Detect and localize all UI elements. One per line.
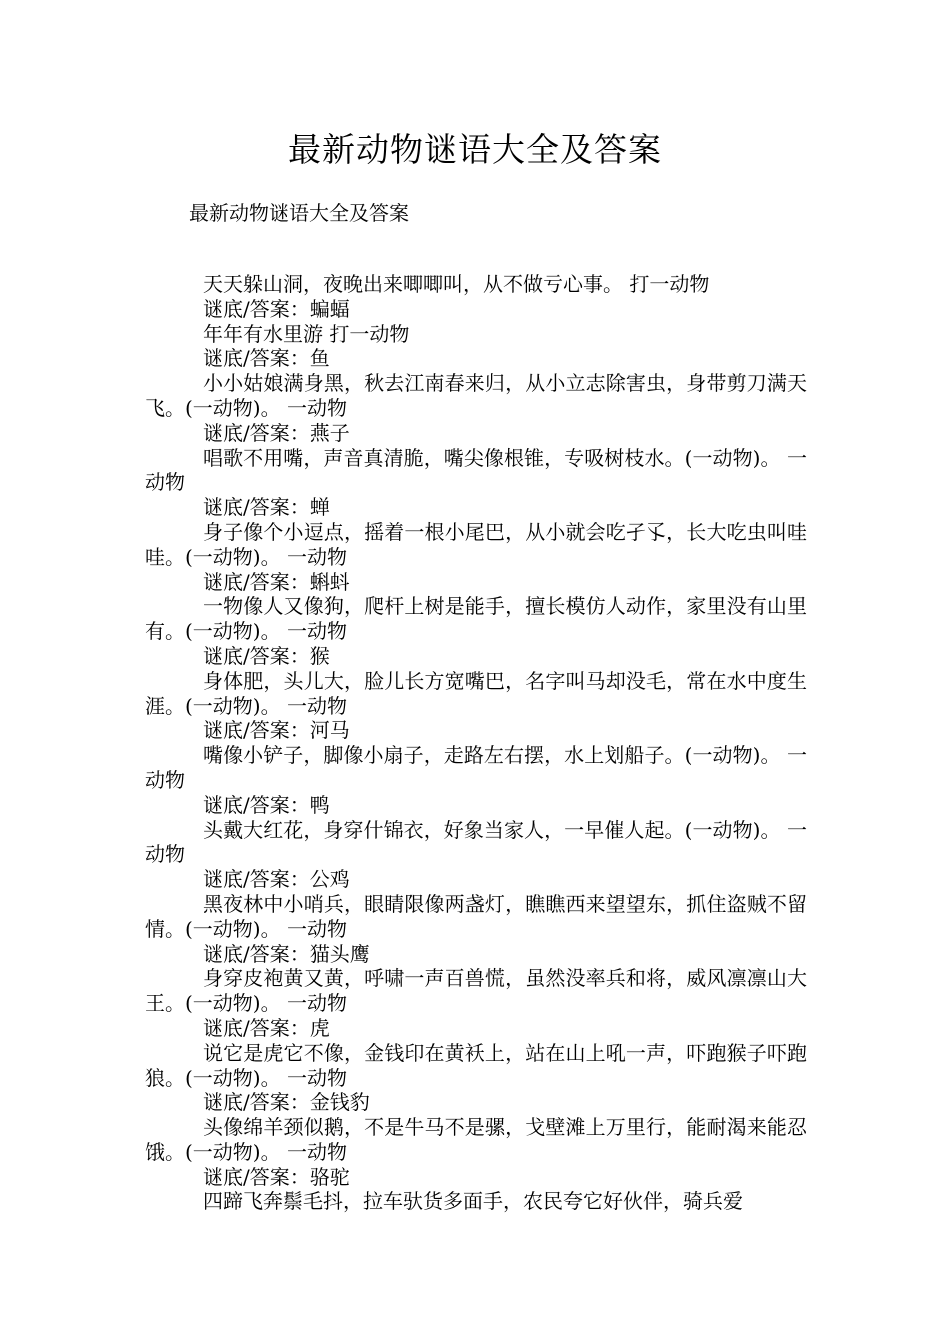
- riddle-question: 唱歌不用嘴，声音真清脆，嘴尖像根锥，专吸树枝水。(一动物)。 一动物: [145, 445, 807, 495]
- riddle-answer: 谜底/答案：公鸡: [203, 867, 350, 892]
- riddle-answer: 谜底/答案：蝌蚪: [203, 569, 350, 594]
- riddle-list: [145, 272, 807, 1214]
- riddle-question: 头戴大红花，身穿什锦衣，好象当家人，一早催人起。(一动物)。 一动物: [145, 817, 807, 867]
- riddle-question: 身子像个小逗点，摇着一根小尾巴，从小就会吃孑孓，长大吃虫叫哇哇。(一动物)。 一动物: [145, 519, 807, 569]
- riddle-answer: 谜底/答案：猴: [203, 643, 330, 668]
- riddle-answer: 谜底/答案：鱼: [203, 346, 330, 371]
- riddle-question: 身体肥，头儿大，脸儿长方宽嘴巴，名字叫马却没毛，常在水中度生涯。(一动物)。 一动物: [145, 668, 807, 718]
- riddle-answer: 谜底/答案：猫头鹰: [203, 941, 370, 966]
- riddle-answer: 谜底/答案：鸭: [203, 792, 330, 817]
- riddle-question: 头像绵羊颈似鹅，不是牛马不是骡，戈壁滩上万里行，能耐渴来能忍饿。(一动物)。 一动物: [145, 1115, 807, 1164]
- riddle-answer: 谜底/答案：虎: [203, 1015, 330, 1040]
- riddle-question-partial: 四蹄飞奔鬃毛抖，拉车驮货多面手，农民夸它好伙伴，骑兵爱: [203, 1189, 743, 1214]
- riddle-question: 身穿皮袍黄又黄，呼啸一声百兽慌，虽然没率兵和将，威风凛凛山大王。(一动物)。 一动物: [145, 966, 807, 1016]
- riddle-question: 黑夜林中小哨兵，眼睛限像两盏灯，瞧瞧西来望望东，抓住盗贼不留情。(一动物)。 一动物: [145, 891, 807, 941]
- riddle-question: 年年有水里游 打一动物: [203, 321, 410, 346]
- riddle-answer: 谜底/答案：骆驼: [203, 1164, 350, 1189]
- riddle-answer: 谜底/答案：蝉: [203, 495, 330, 520]
- page-title: 最新动物谜语大全及答案: [288, 130, 662, 169]
- riddle-question: 说它是虎它不像，金钱印在黄袄上，站在山上吼一声，吓跑猴子吓跑狼。(一动物)。 一动物: [145, 1040, 807, 1090]
- riddle-answer: 谜底/答案：河马: [203, 718, 350, 743]
- page-subtitle: 最新动物谜语大全及答案: [189, 201, 409, 225]
- riddle-question: 嘴像小铲子，脚像小扇子，走路左右摆，水上划船子。(一动物)。 一动物: [145, 743, 807, 792]
- riddle-answer: 谜底/答案：燕子: [203, 420, 350, 445]
- riddle-answer: 谜底/答案：金钱豹: [203, 1090, 370, 1115]
- riddle-question: 小小姑娘满身黑，秋去江南春来归，从小立志除害虫，身带剪刀满天飞。(一动物)。 一动物: [145, 371, 807, 420]
- riddle-answer: 谜底/答案：蝙蝠: [203, 296, 350, 321]
- riddle-question: 天天躲山洞，夜晚出来唧唧叫，从不做亏心事。 打一动物: [203, 272, 710, 296]
- riddle-question: 一物像人又像狗，爬杆上树是能手，擅长模仿人动作，家里没有山里有。(一动物)。 一动物: [145, 594, 807, 644]
